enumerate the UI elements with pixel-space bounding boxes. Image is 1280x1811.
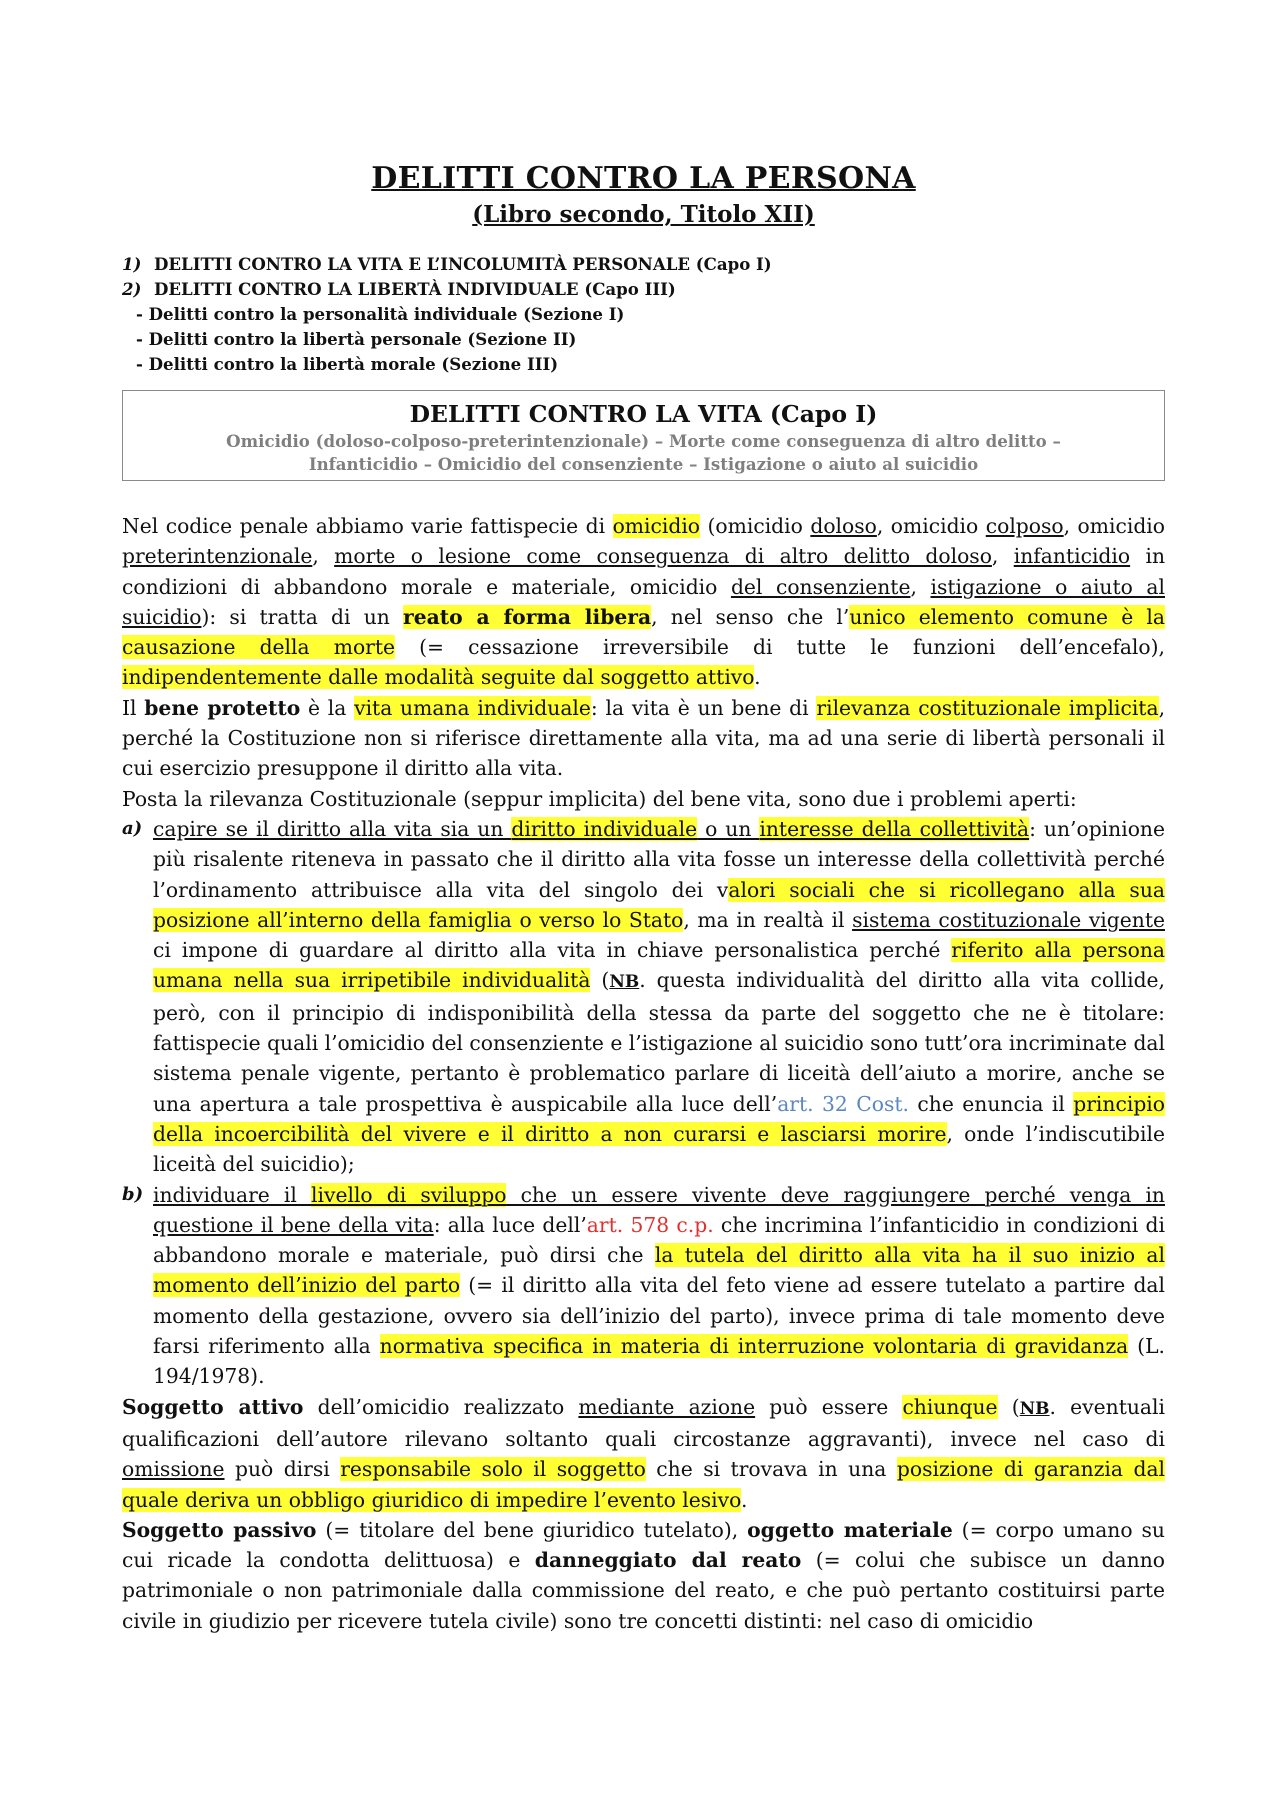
toc-item: 2) DELITTI CONTRO LA LIBERTÀ INDIVIDUALE (Capo III)	[122, 279, 676, 299]
toc-item: 1) DELITTI CONTRO LA VITA E L’INCOLUMITÀ PERSONALE (Capo I)	[122, 254, 772, 274]
list-marker: a)	[122, 817, 143, 839]
toc-subitem: - Delitti contro la libertà morale (Sezione III)	[136, 354, 559, 374]
paragraph-soggetto-passivo: Soggetto passivo (= titolare del bene giuridico tutelato), oggetto materiale (= corpo umano su cui ricade la condotta delittuosa) e danneggiato dal reato (= colui che subisce un danno patrimoniale o non patrimoniale dalla commissione del reato, e che può pertanto costituirsi parte civile in giudizio per ricevere tutela civile) sono tre concetti distinti: nel caso di omicidio	[122, 1517, 1165, 1633]
document-body	[122, 511, 1165, 1636]
chapter-box	[122, 390, 1165, 481]
list-marker: b)	[122, 1183, 144, 1205]
chapter-summary-line: Infanticidio – Omicidio del consenziente – Istigazione o aiuto al suicidio	[308, 454, 979, 474]
law-reference: art. 578 c.p.	[586, 1212, 714, 1237]
document-subtitle: (Libro secondo, Titolo XII)	[472, 201, 815, 228]
paragraph-soggetto-attivo: Soggetto attivo dell’omicidio realizzato mediante azione può essere chiunque (NB. eventuali qualificazioni dell’autore rilevano soltanto quali circostanze aggravanti), invece nel caso di omissione può dirsi responsabile solo il soggetto che si trovava in una posizione di garanzia dal quale deriva un obbligo giuridico di impedire l’evento lesivo.	[122, 1394, 1166, 1512]
law-reference: art. 32 Cost.	[777, 1091, 909, 1116]
table-of-contents	[122, 252, 1165, 377]
document-page	[122, 160, 1165, 1636]
chapter-summary-line: Omicidio (doloso-colposo-preterintenzionale) – Morte come conseguenza di altro delitto –	[226, 431, 1061, 451]
chapter-title: DELITTI CONTRO LA VITA (Capo I)	[409, 400, 878, 428]
toc-subitem: - Delitti contro la personalità individuale (Sezione I)	[136, 304, 625, 324]
paragraph-problemi: Posta la rilevanza Costituzionale (seppur implicita) del bene vita, sono due i problemi aperti:	[122, 786, 1077, 811]
problems-list	[122, 814, 1165, 1392]
list-item-b: b) individuare il livello di sviluppo che un essere vivente deve raggiungere perché venga in questione il bene della vita: alla luce dell’art. 578 c.p. che incrimina l’infanticidio in condizioni di abbandono morale e materiale, può dirsi che la tutela del diritto alla vita ha il suo inizio al momento dell’inizio del parto (= il diritto alla vita del feto viene ad essere tutelato a partire dal momento della gestazione, ovvero sia dell’inizio del parto), invece prima di tale momento deve farsi riferimento alla normativa specifica in materia di interruzione volontaria di gravidanza (L. 194/1978).	[122, 1180, 1165, 1392]
paragraph-bene-protetto: Il bene protetto è la vita umana individuale: la vita è un bene di rilevanza costituzionale implicita, perché la Costituzione non si riferisce direttamente alla vita, ma ad una serie di libertà personali il cui esercizio presuppone il diritto alla vita.	[122, 695, 1166, 781]
toc-subitem: - Delitti contro la libertà personale (Sezione II)	[136, 329, 577, 349]
paragraph-omicidio: Nel codice penale abbiamo varie fattispecie di omicidio (omicidio doloso, omicidio colposo, omicidio preterintenzionale, morte o lesione come conseguenza di altro delitto doloso, infanticidio in condizioni di abbandono morale e materiale, omicidio del consenziente, istigazione o aiuto al suicidio): si tratta di un reato a forma libera, nel senso che l’unico elemento comune è la causazione della morte (= cessazione irreversibile di tutte le funzioni dell’encefalo), indipendentemente dalle modalità seguite dal soggetto attivo.	[122, 514, 1166, 690]
document-title: DELITTI CONTRO LA PERSONA	[371, 161, 916, 196]
list-item-a: a) capire se il diritto alla vita sia un diritto individuale o un interesse della collettività: un’opinione più risalente riteneva in passato che il diritto alla vita fosse un interesse della collettività perché l’ordinamento attribuisce alla vita del singolo dei valori sociali che si ricollegano alla sua posizione all’interno della famiglia o verso lo Stato, ma in realtà il sistema costituzionale vigente ci impone di guardare al diritto alla vita in chiave personalistica perché riferito alla persona umana nella sua irripetibile individualità (NB. questa individualità del diritto alla vita collide, però, con il principio di indisponibilità della stessa da parte del soggetto che ne è titolare: fattispecie quali l’omicidio del consenziente e l’istigazione al suicidio sono tutt’ora incriminate dal sistema penale vigente, pertanto è problematico parlare di liceità dell’aiuto a morire, anche se una apertura a tale prospettiva è auspicabile alla luce dell’art. 32 Cost. che enuncia il principio della incoercibilità del vivere e il diritto a non curarsi e lasciarsi morire, onde l’indiscutibile liceità del suicidio);	[122, 814, 1165, 1180]
